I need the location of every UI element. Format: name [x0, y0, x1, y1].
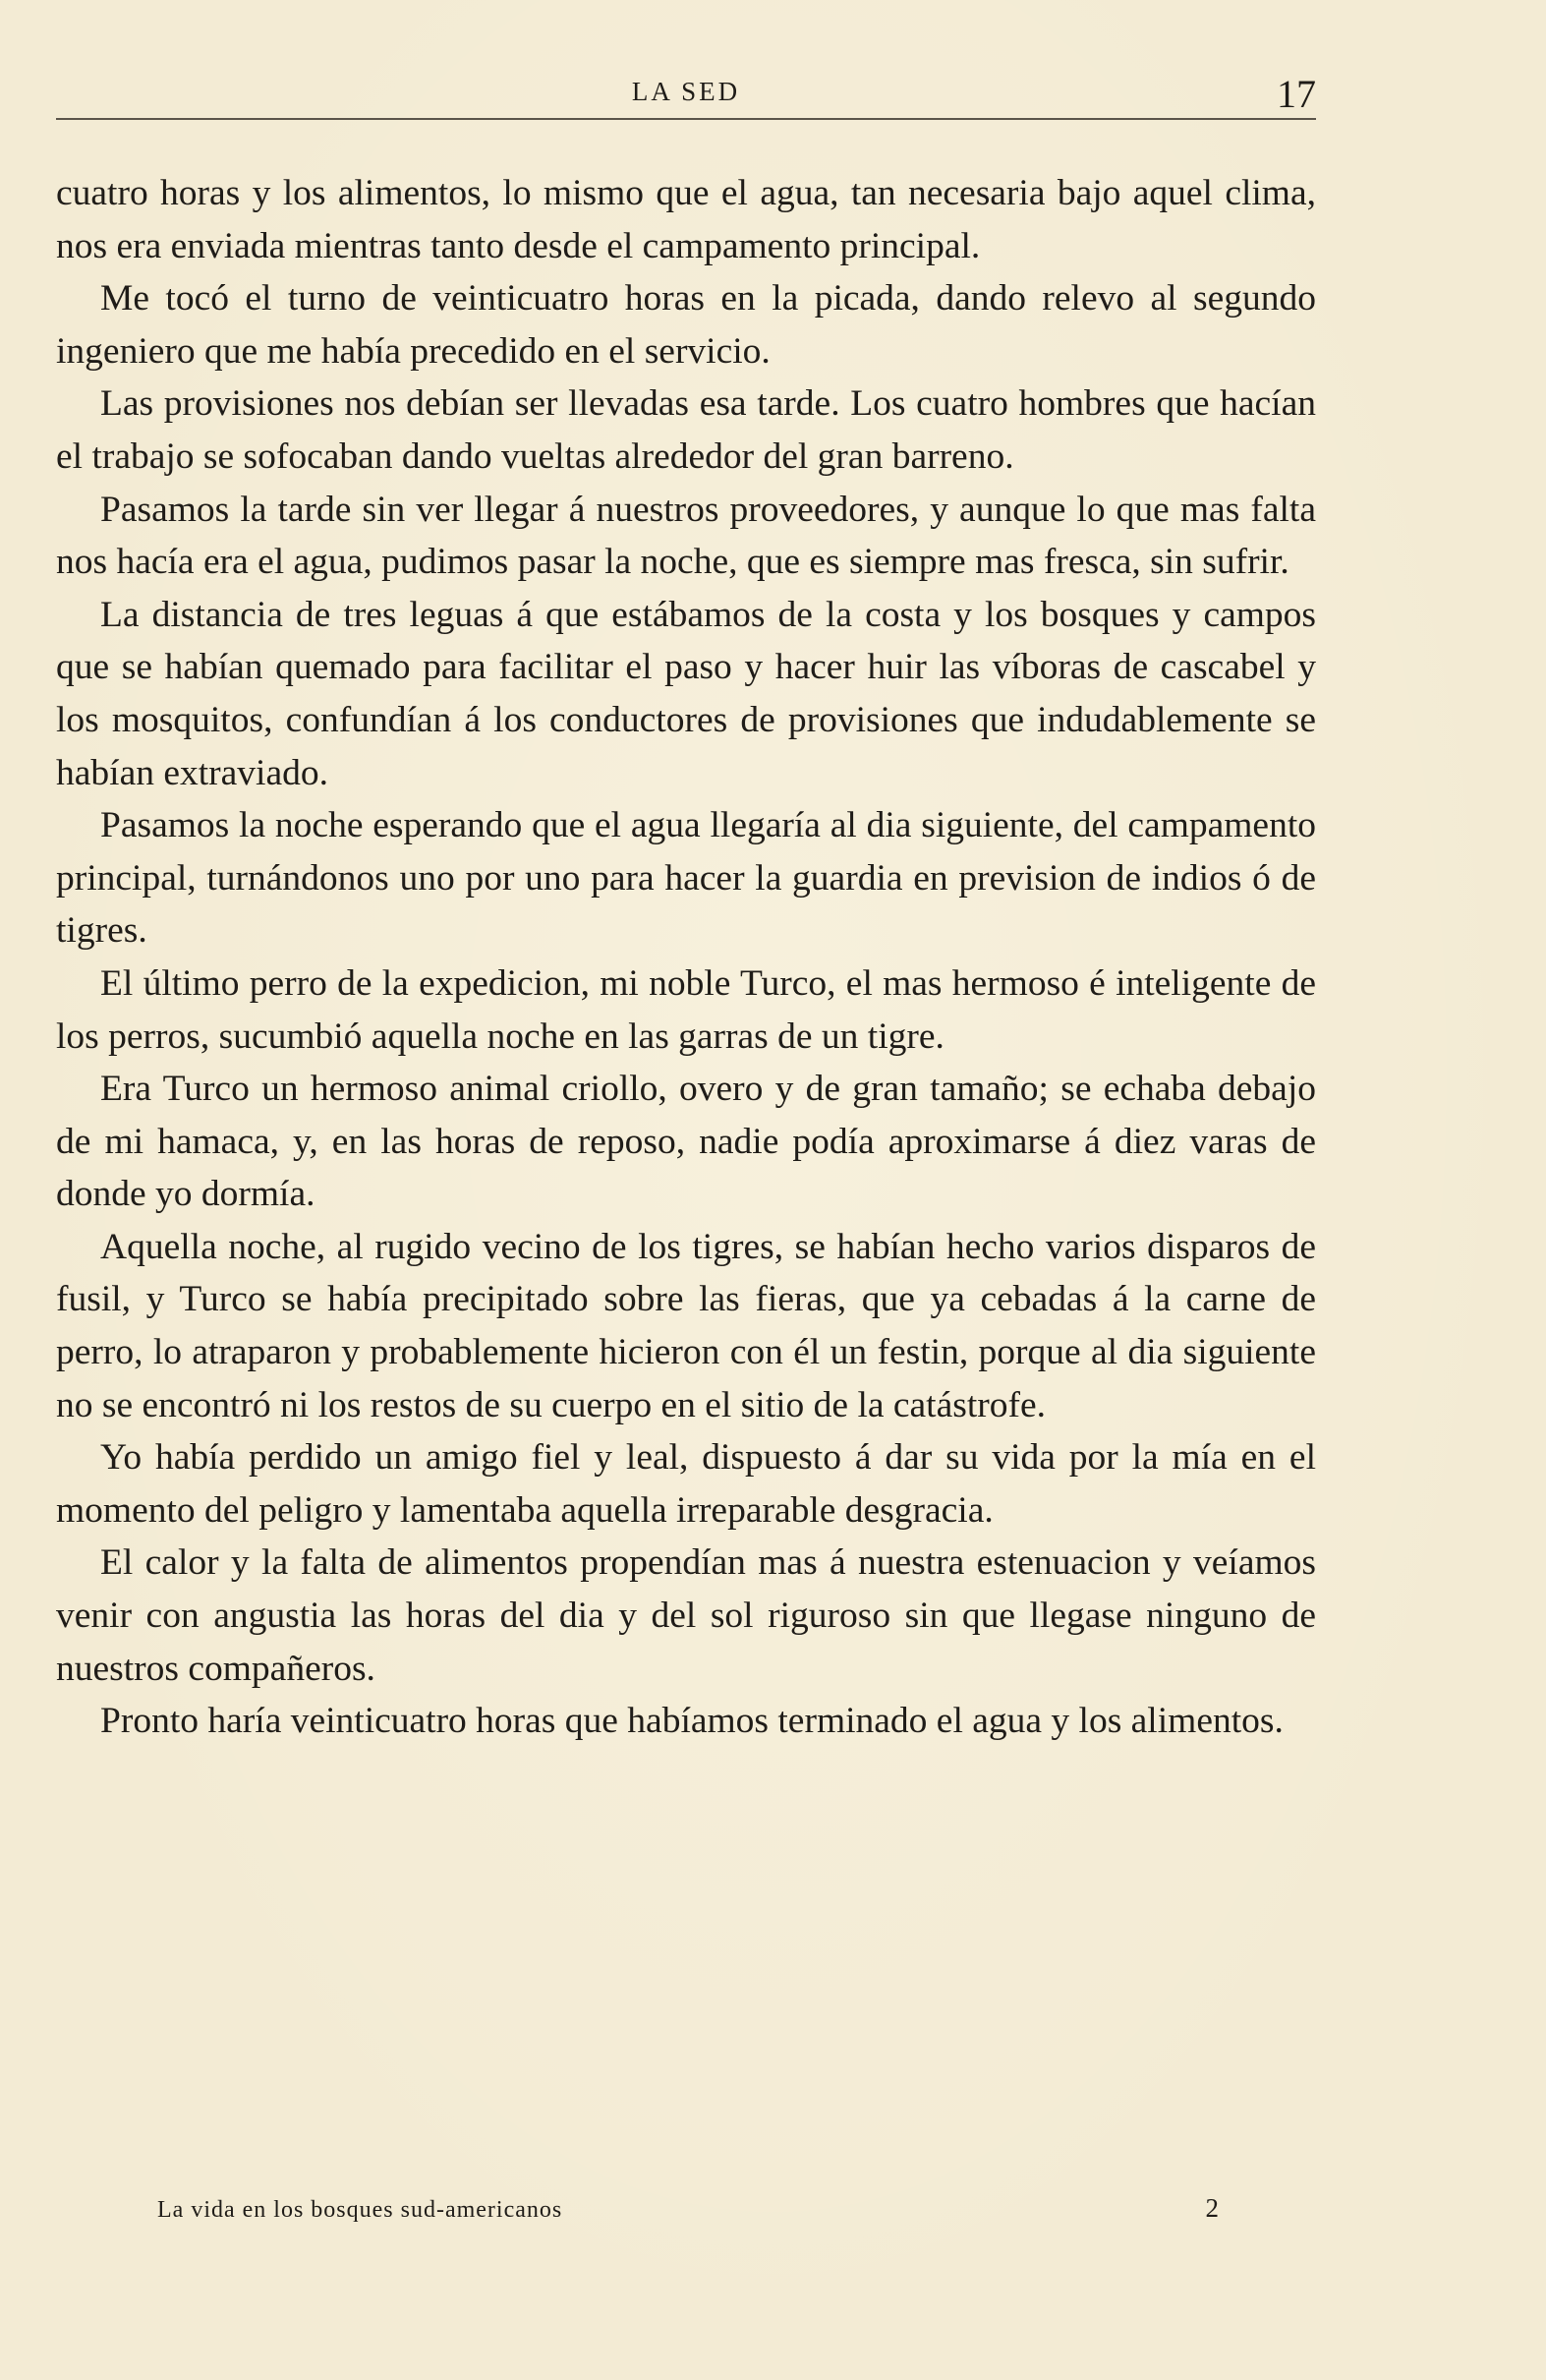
paragraph-8: Era Turco un hermoso animal criollo, overo y de gran tamaño; se echaba debajo de mi hamaca, y, en las horas de reposo, nadie podía aproximarse á diez varas de donde yo dormía.: [56, 1069, 1316, 1215]
paragraph-4: Pasamos la tarde sin ver llegar á nuestros proveedores, y aunque lo que mas falta nos hacía era el agua, pudimos pasar la noche, que es siempre mas fresca, sin sufrir.: [56, 489, 1316, 583]
paragraph-12: Pronto haría veinticuatro horas que habíamos terminado el agua y los alimentos.: [100, 1701, 1284, 1742]
paragraph-1: cuatro horas y los alimentos, lo mismo que el agua, tan necesaria bajo aquel clima, nos era enviada mientras tanto desde el campamento principal.: [56, 173, 1316, 266]
paragraph-6: Pasamos la noche esperando que el agua llegaría al dia siguiente, del campamento principal, turnándonos uno por uno para hacer la guardia en prevision de indios ó de tigres.: [56, 805, 1316, 952]
signature-title: La vida en los bosques sud-americanos: [157, 2197, 563, 2223]
running-head: LA SED: [631, 77, 741, 106]
body-text: [56, 167, 1316, 1748]
page-footer: [157, 2193, 1219, 2233]
paragraph-3: Las provisiones nos debían ser llevadas esa tarde. Los cuatro hombres que hacían el trabajo se sofocaban dando vueltas alrededor del gran barreno.: [56, 383, 1316, 477]
signature-mark: 2: [1205, 2193, 1219, 2223]
header-rule: [56, 118, 1316, 120]
page-number: 17: [1277, 72, 1316, 116]
paragraph-9: Aquella noche, al rugido vecino de los tigres, se habían hecho varios disparos de fusil, y Turco se había precipitado sobre las fieras, que ya cebadas á la carne de perro, lo atraparon y probablemente hicieron con él un festin, porque al dia siguiente no se encontró ni los restos de su cuerpo en el sitio de la catástrofe.: [56, 1226, 1316, 1425]
paragraph-10: Yo había perdido un amigo fiel y leal, dispuesto á dar su vida por la mía en el momento del peligro y lamentaba aquella irreparable desgracia.: [56, 1437, 1316, 1531]
page-header: [56, 71, 1316, 120]
paragraph-11: El calor y la falta de alimentos propendían mas á nuestra estenuacion y veíamos venir con angustia las horas del dia y del sol riguroso sin que llegase ninguno de nuestros compañeros.: [56, 1542, 1316, 1689]
paragraph-7: El último perro de la expedicion, mi noble Turco, el mas hermoso é inteligente de los perros, sucumbió aquella noche en las garras de un tigre.: [56, 962, 1316, 1057]
paragraph-2: Me tocó el turno de veinticuatro horas en la picada, dando relevo al segundo ingeniero que me había precedido en el servicio.: [56, 278, 1316, 372]
paragraph-5: La distancia de tres leguas á que estábamos de la costa y los bosques y campos que se habían quemado para facilitar el paso y hacer huir las víboras de cascabel y los mosquitos, confundían á los conductores de provisiones que indudablemente se habían extraviado.: [56, 594, 1316, 793]
